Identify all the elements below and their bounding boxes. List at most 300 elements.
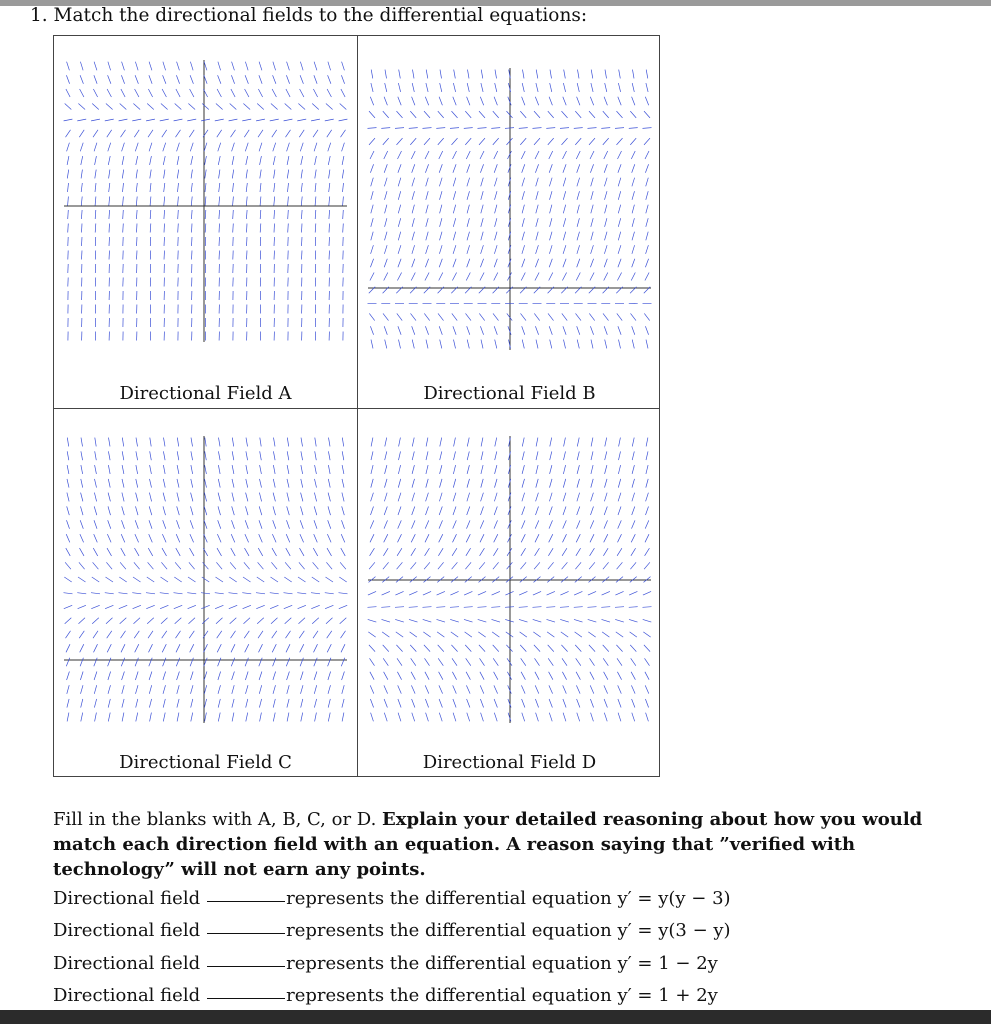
- slope-mark: [646, 70, 648, 79]
- answer-blank-3[interactable]: [207, 965, 285, 967]
- slope-mark: [67, 685, 69, 694]
- slope-mark: [440, 83, 442, 92]
- slope-mark: [618, 245, 621, 254]
- slope-mark: [146, 593, 155, 594]
- slope-mark: [368, 591, 376, 595]
- slope-mark: [371, 178, 374, 187]
- slope-mark: [272, 548, 277, 556]
- slope-mark: [368, 619, 377, 622]
- slope-mark: [245, 62, 248, 71]
- slope-mark: [604, 273, 608, 281]
- slope-mark: [270, 119, 279, 121]
- slope-mark: [134, 562, 140, 569]
- slope-mark: [604, 178, 607, 187]
- slope-mark: [385, 451, 387, 460]
- slope-mark: [426, 713, 429, 722]
- slope-mark: [437, 619, 446, 622]
- slope-mark: [453, 151, 457, 159]
- slope-mark: [121, 130, 126, 137]
- row-text: represents the differential equation: [286, 920, 612, 941]
- slope-mark: [576, 313, 582, 320]
- slope-mark: [259, 699, 261, 708]
- slope-mark: [77, 119, 86, 121]
- field-caption-b: Directional Field B: [423, 383, 596, 404]
- slope-mark: [65, 562, 71, 569]
- slope-mark: [301, 156, 303, 165]
- slope-mark: [591, 451, 593, 460]
- slope-mark: [259, 75, 262, 83]
- slope-mark: [550, 340, 552, 349]
- slope-mark: [315, 156, 317, 165]
- slope-mark: [192, 237, 193, 246]
- slope-mark: [564, 438, 566, 447]
- slope-mark: [632, 191, 635, 200]
- slope-mark: [147, 577, 154, 582]
- slope-mark: [342, 438, 343, 447]
- slope-mark: [258, 89, 262, 97]
- slope-mark: [398, 83, 400, 92]
- slope-mark: [644, 313, 649, 320]
- slope-mark: [632, 232, 635, 241]
- slope-mark: [231, 89, 235, 97]
- slope-mark: [384, 326, 387, 334]
- slope-mark: [137, 251, 138, 260]
- slope-mark: [302, 237, 303, 246]
- slope-mark: [94, 685, 96, 694]
- slope-mark: [495, 479, 498, 488]
- slope-mark: [150, 210, 151, 219]
- slope-mark: [314, 699, 316, 708]
- slope-mark: [287, 143, 290, 152]
- slope-mark: [588, 591, 596, 595]
- slope-mark: [467, 465, 469, 474]
- slope-mark: [369, 111, 375, 118]
- slope-mark: [300, 75, 303, 83]
- slope-mark: [398, 520, 402, 528]
- slope-mark: [371, 713, 374, 722]
- slope-mark: [467, 520, 471, 528]
- slope-mark: [464, 591, 472, 595]
- slope-mark: [631, 151, 635, 159]
- slope-mark: [123, 224, 124, 233]
- slope-mark: [106, 618, 113, 624]
- slope-mark: [643, 607, 652, 608]
- slope-mark: [287, 713, 289, 722]
- slope-mark: [409, 591, 417, 595]
- slope-mark: [575, 138, 581, 145]
- slope-mark: [426, 245, 429, 254]
- slope-mark: [465, 111, 471, 118]
- slope-mark: [590, 97, 593, 105]
- slope-mark: [95, 479, 97, 488]
- slope-mark: [218, 520, 221, 528]
- slope-mark: [454, 451, 456, 460]
- direction-field-d-plot: [358, 409, 661, 749]
- slope-mark: [466, 534, 470, 542]
- slope-mark: [314, 672, 317, 681]
- slope-mark: [108, 493, 110, 502]
- slope-mark: [453, 218, 455, 227]
- slope-mark: [410, 645, 416, 652]
- slope-mark: [325, 119, 334, 121]
- slope-mark: [604, 326, 607, 334]
- slope-mark: [590, 520, 594, 528]
- slope-mark: [632, 326, 635, 334]
- slope-mark: [452, 313, 457, 320]
- slope-mark: [342, 451, 344, 460]
- slope-mark: [439, 685, 443, 693]
- slope-mark: [328, 520, 331, 528]
- slope-mark: [302, 251, 303, 260]
- slope-mark: [82, 237, 83, 246]
- slope-mark: [219, 251, 220, 260]
- slope-mark: [493, 548, 498, 556]
- slope-mark: [481, 438, 483, 447]
- slope-mark: [284, 577, 291, 582]
- slope-mark: [519, 591, 527, 595]
- answer-blank-4[interactable]: [207, 997, 285, 999]
- slope-mark: [246, 210, 247, 219]
- slope-mark: [491, 607, 500, 608]
- slope-mark: [601, 128, 610, 129]
- slope-mark: [385, 205, 387, 214]
- slope-mark: [136, 183, 137, 192]
- slope-mark: [286, 89, 290, 97]
- slope-mark: [341, 658, 344, 666]
- slope-mark: [617, 273, 621, 281]
- slope-mark: [604, 245, 607, 254]
- slope-mark: [465, 138, 471, 145]
- slope-mark: [450, 128, 459, 129]
- slope-mark: [562, 548, 567, 556]
- slope-mark: [120, 104, 127, 110]
- slope-mark: [561, 632, 568, 637]
- slope-mark: [109, 210, 110, 219]
- slope-mark: [121, 534, 125, 542]
- slope-mark: [481, 191, 483, 200]
- slope-mark: [630, 632, 637, 637]
- slope-mark: [384, 164, 387, 172]
- slope-mark: [411, 658, 416, 665]
- slope-mark: [164, 197, 165, 206]
- slope-mark: [478, 591, 486, 595]
- slope-mark: [563, 699, 566, 708]
- slope-mark: [491, 128, 500, 129]
- slope-mark: [95, 465, 97, 474]
- slope-mark: [632, 699, 635, 708]
- slope-mark: [426, 493, 429, 502]
- slope-mark: [371, 83, 373, 92]
- slope-mark: [536, 191, 538, 200]
- slope-mark: [397, 672, 401, 680]
- slope-mark: [522, 218, 524, 227]
- slope-mark: [480, 326, 483, 334]
- slope-mark: [150, 438, 151, 447]
- slope-mark: [398, 232, 400, 241]
- slope-mark: [440, 70, 442, 79]
- slope-mark: [79, 130, 84, 137]
- slope-mark: [163, 62, 166, 71]
- slope-mark: [523, 70, 525, 79]
- slope-mark: [94, 520, 97, 528]
- slope-mark: [522, 259, 525, 267]
- slope-mark: [149, 644, 153, 652]
- slope-mark: [150, 479, 152, 488]
- slope-mark: [81, 685, 84, 694]
- slope-mark: [535, 273, 539, 281]
- slope-mark: [563, 479, 565, 488]
- slope-mark: [467, 438, 469, 447]
- slope-mark: [247, 237, 248, 246]
- slope-mark: [494, 259, 497, 267]
- slope-mark: [494, 178, 497, 187]
- slope-mark: [245, 75, 248, 83]
- slope-mark: [301, 479, 303, 488]
- slope-mark: [188, 605, 196, 608]
- slope-mark: [256, 593, 265, 594]
- slope-mark: [536, 218, 538, 227]
- slope-mark: [398, 493, 401, 502]
- slope-mark: [520, 632, 527, 637]
- slope-mark: [384, 672, 388, 680]
- slope-mark: [314, 658, 317, 666]
- slope-mark: [301, 210, 302, 219]
- slope-mark: [494, 245, 497, 254]
- instructions: [53, 807, 968, 882]
- slope-mark: [465, 562, 471, 569]
- slope-mark: [632, 259, 635, 267]
- slope-mark: [162, 644, 166, 652]
- slope-mark: [479, 645, 485, 652]
- slope-mark: [632, 713, 635, 722]
- slope-mark: [327, 644, 331, 652]
- slope-mark: [301, 438, 303, 447]
- slope-mark: [548, 562, 554, 569]
- slope-mark: [385, 465, 387, 474]
- slope-mark: [479, 313, 484, 320]
- slope-mark: [216, 104, 223, 110]
- slope-mark: [81, 465, 83, 474]
- slope-mark: [550, 83, 552, 92]
- slope-mark: [288, 210, 289, 219]
- slope-mark: [371, 507, 374, 516]
- slope-mark: [385, 218, 387, 227]
- slope-mark: [191, 685, 194, 694]
- slope-mark: [218, 493, 220, 502]
- slope-mark: [260, 465, 262, 474]
- slope-mark: [398, 218, 400, 227]
- slope-mark: [94, 75, 97, 83]
- slope-mark: [216, 577, 224, 582]
- slope-mark: [163, 658, 166, 666]
- slope-mark: [425, 658, 430, 665]
- slope-mark: [425, 520, 429, 528]
- slope-mark: [533, 607, 542, 608]
- slope-mark: [176, 130, 181, 137]
- slope-mark: [548, 111, 554, 118]
- slope-mark: [412, 164, 415, 172]
- slope-mark: [149, 75, 152, 83]
- slope-mark: [300, 672, 303, 681]
- slope-mark: [522, 205, 524, 214]
- slope-mark: [109, 224, 110, 233]
- slope-mark: [257, 618, 264, 624]
- slope-mark: [604, 713, 607, 722]
- slope-mark: [286, 548, 290, 556]
- slope-mark: [467, 340, 469, 349]
- slope-mark: [398, 507, 401, 516]
- slope-mark: [122, 493, 124, 502]
- slope-mark: [246, 451, 248, 460]
- slope-mark: [149, 685, 151, 694]
- slope-mark: [618, 685, 622, 693]
- slope-mark: [371, 438, 373, 447]
- slope-mark: [480, 259, 483, 267]
- slope-mark: [273, 699, 275, 708]
- slope-mark: [285, 562, 291, 569]
- slope-mark: [339, 593, 348, 594]
- slope-mark: [191, 506, 194, 515]
- slope-mark: [122, 685, 124, 694]
- slope-mark: [108, 685, 111, 694]
- slope-mark: [242, 593, 251, 594]
- slope-mark: [454, 340, 456, 349]
- slope-mark: [646, 438, 648, 447]
- slope-mark: [164, 224, 165, 233]
- slope-mark: [533, 632, 540, 637]
- slope-mark: [577, 520, 581, 528]
- slope-mark: [424, 645, 430, 652]
- slope-mark: [273, 520, 276, 528]
- slope-mark: [451, 632, 458, 637]
- slope-mark: [467, 493, 470, 502]
- slope-mark: [493, 562, 499, 569]
- slope-mark: [562, 111, 568, 118]
- slope-mark: [93, 89, 97, 97]
- slope-mark: [299, 130, 304, 137]
- slope-mark: [574, 607, 583, 608]
- slope-mark: [121, 89, 125, 97]
- slope-mark: [412, 699, 415, 708]
- slope-mark: [454, 438, 456, 447]
- slope-mark: [164, 251, 165, 260]
- slope-mark: [453, 507, 456, 516]
- slope-mark: [646, 713, 649, 722]
- slope-mark: [645, 672, 649, 680]
- slope-mark: [646, 493, 649, 502]
- slope-mark: [370, 97, 373, 105]
- slope-mark: [92, 618, 99, 624]
- slope-mark: [247, 224, 248, 233]
- slope-mark: [273, 685, 276, 694]
- slope-mark: [577, 451, 579, 460]
- slope-mark: [439, 245, 442, 254]
- slope-mark: [136, 451, 138, 460]
- slope-mark: [233, 183, 234, 192]
- bottom-bar: [0, 1010, 991, 1024]
- slope-mark: [505, 128, 514, 129]
- slope-mark: [533, 591, 541, 595]
- slope-mark: [109, 170, 110, 179]
- slope-mark: [398, 191, 400, 200]
- slope-mark: [260, 170, 261, 179]
- slope-mark: [466, 548, 471, 556]
- slope-mark: [395, 619, 404, 622]
- row-label: Directional field: [53, 920, 201, 941]
- slope-mark: [368, 607, 377, 608]
- slope-mark: [439, 493, 442, 502]
- slope-mark: [260, 156, 262, 165]
- slope-mark: [93, 562, 99, 569]
- slope-mark: [147, 618, 154, 624]
- slope-mark: [273, 451, 275, 460]
- slope-mark: [246, 156, 248, 165]
- slope-mark: [535, 151, 539, 159]
- slope-mark: [534, 562, 540, 569]
- slope-mark: [81, 156, 83, 165]
- slope-mark: [535, 672, 539, 680]
- answer-blank-1[interactable]: [207, 900, 285, 902]
- slope-mark: [219, 438, 221, 447]
- slope-mark: [313, 548, 317, 556]
- slope-mark: [646, 465, 648, 474]
- slope-mark: [493, 658, 498, 665]
- slope-mark: [493, 111, 499, 118]
- slope-mark: [601, 607, 610, 608]
- slope-mark: [409, 128, 418, 129]
- slope-mark: [519, 607, 528, 608]
- slope-mark: [219, 237, 220, 246]
- slope-mark: [80, 520, 83, 528]
- slope-mark: [426, 340, 428, 349]
- slope-mark: [520, 111, 526, 118]
- slope-mark: [605, 83, 607, 92]
- slope-mark: [535, 259, 538, 267]
- answer-blank-2[interactable]: [207, 932, 285, 934]
- slope-mark: [119, 577, 126, 582]
- slope-mark: [244, 562, 250, 569]
- slope-mark: [615, 619, 624, 622]
- slope-mark: [274, 197, 275, 206]
- slope-mark: [109, 237, 110, 246]
- slope-mark: [343, 183, 344, 192]
- slope-mark: [409, 607, 418, 608]
- slope-mark: [495, 465, 497, 474]
- slope-mark: [645, 658, 650, 665]
- slope-mark: [149, 493, 151, 502]
- slope-mark: [615, 128, 624, 129]
- slope-mark: [311, 119, 320, 121]
- slope-mark: [439, 507, 442, 516]
- slope-mark: [328, 493, 330, 502]
- slope-mark: [342, 479, 344, 488]
- field-cell-a: [54, 36, 357, 408]
- slope-mark: [535, 520, 539, 528]
- slope-mark: [494, 164, 497, 172]
- slope-mark: [341, 534, 345, 542]
- slope-mark: [577, 713, 580, 722]
- slope-mark: [314, 493, 316, 502]
- slope-mark: [258, 130, 263, 137]
- slope-mark: [271, 618, 278, 624]
- slope-mark: [201, 119, 210, 121]
- slope-mark: [342, 685, 344, 694]
- slope-mark: [604, 672, 608, 680]
- slope-mark: [632, 205, 634, 214]
- slope-mark: [204, 143, 207, 152]
- slope-mark: [520, 562, 526, 569]
- slope-mark: [385, 191, 388, 200]
